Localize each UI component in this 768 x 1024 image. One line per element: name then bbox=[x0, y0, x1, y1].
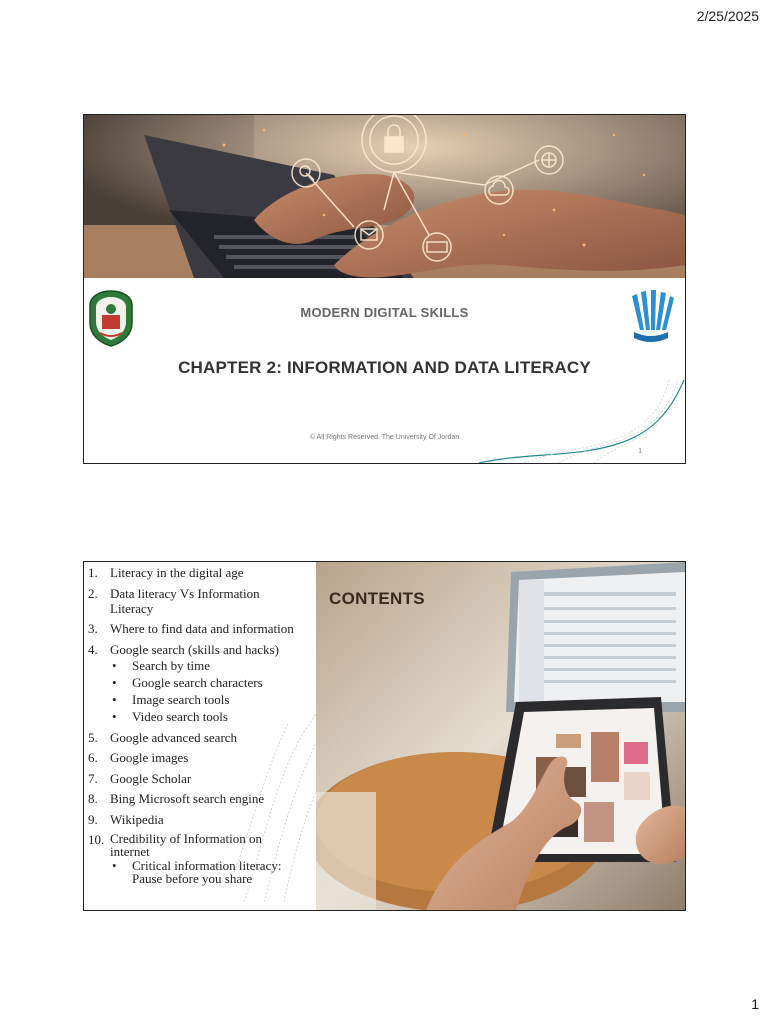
bullet-icon: • bbox=[112, 708, 117, 724]
course-subtitle: MODERN DIGITAL SKILLS bbox=[300, 305, 469, 320]
list-item: 4. Google search (skills and hacks) • Search by time • Google search characters • Image search tools • Video search tools bbox=[88, 642, 316, 726]
bullet-icon: • bbox=[112, 674, 117, 690]
sub-list-item: • Video search tools bbox=[112, 708, 228, 724]
sub-list-item: • Search by time bbox=[112, 657, 210, 673]
bullet-icon: • bbox=[112, 657, 117, 673]
list-item: 2. Data literacy Vs Information Literacy bbox=[88, 585, 260, 616]
bullet-icon: • bbox=[112, 858, 117, 873]
list-item: 8. Bing Microsoft search engine bbox=[88, 791, 265, 806]
slide-contents bbox=[83, 561, 686, 911]
cyber-security-illustration bbox=[84, 115, 685, 278]
page-number: 1 bbox=[751, 996, 759, 1012]
list-item: 7. Google Scholar bbox=[88, 770, 192, 786]
person-using-tablet-illustration bbox=[316, 562, 685, 910]
bullet-icon: • bbox=[112, 691, 117, 707]
hero-image bbox=[84, 115, 685, 278]
list-item: 9. Wikipedia bbox=[88, 811, 164, 827]
list-item: 3. Where to find data and information bbox=[88, 621, 294, 636]
chapter-title: CHAPTER 2: INFORMATION AND DATA LITERACY bbox=[178, 358, 591, 377]
sub-list-item: • Image search tools bbox=[112, 691, 230, 707]
slide-title bbox=[83, 114, 686, 464]
sub-list-item: • Google search characters bbox=[112, 674, 263, 690]
slide-number: 1 bbox=[638, 448, 642, 455]
list-item: 10. Credibility of Information on internet • Critical information literacy: Pause before you share bbox=[88, 832, 316, 887]
list-item: 6. Google images bbox=[88, 750, 189, 765]
sub-list-item: • Critical information literacy: Pause before you share bbox=[112, 858, 282, 886]
sub-list bbox=[110, 658, 316, 726]
contents-heading: CONTENTS bbox=[329, 589, 425, 608]
print-date: 2/25/2025 bbox=[696, 8, 759, 24]
copyright-text: © All Rights Reserved. The University Of Jordan bbox=[309, 434, 460, 441]
tablet-laptop-photo bbox=[316, 562, 685, 910]
list-item: 1. Literacy in the digital age bbox=[88, 565, 244, 580]
decorative-wave-lines bbox=[464, 375, 685, 464]
contents-list bbox=[88, 565, 316, 893]
sub-list bbox=[110, 859, 316, 887]
list-item: 5. Google advanced search bbox=[88, 729, 238, 745]
